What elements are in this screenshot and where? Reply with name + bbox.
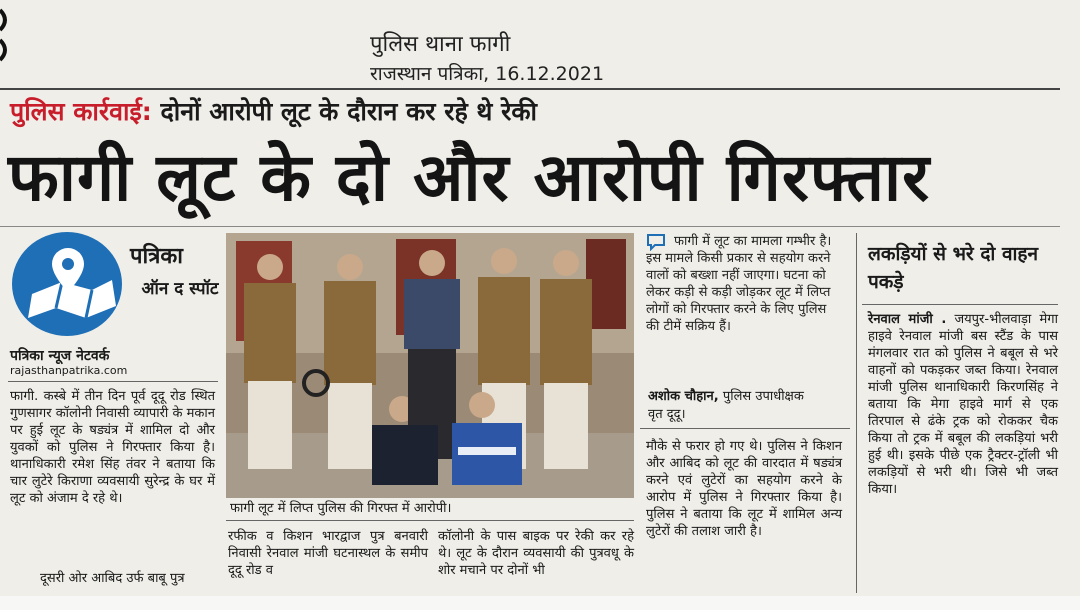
header-rule [0,88,1060,90]
on-the-spot-logo [12,232,122,336]
sidebar-rule [862,304,1058,305]
news-photo [226,233,634,498]
handwritten-source-date: राजस्थान पत्रिका, 16.12.2021 [370,63,605,85]
byline-rule [8,381,218,382]
sidebar-story [868,311,1058,498]
kicker-text: दोनों आरोपी लूट के दौरान कर रहे थे रेकी [151,97,538,126]
kicker-label: पुलिस कार्रवाई [10,97,142,126]
quote-designation: पुलिस उपाधीक्षक [718,389,804,404]
brand-tagline: ऑन द स्पॉट [141,279,219,299]
quote-rule [640,428,850,429]
sidebar-headline: लकड़ियों से भरे दो वाहन पकड़े [868,243,1039,293]
byline-network: पत्रिका न्यूज नेटवर्क [10,348,110,364]
kicker [10,94,537,128]
page-bottom-edge [0,596,1080,610]
quote-attribution [648,386,804,404]
byline-site: rajasthanpatrika.com [10,364,128,377]
article-para-5: मौके से फरार हो गए थे। पुलिस ने किशन और आबिद को लूट की वारदात में षड्यंत्र करने एवं लुटेरों का सहयोग करने के आरोप में पुलिस ने गिरफ्तार किया है। पुलिस ने बताया कि लूट में शामिल अन्य लुटेरों की तलाश जारी है। [646,439,842,539]
official-quote: फागी में लूट का मामला गम्भीर है। इस मामले किसी प्रकार से सहयोग करने वालों को बख्शा नहीं जाएगा। घटना को लेकर कड़ी से कड़ी जोड़कर लूट में लिप्त लोगों को गिरफ्तार करने के लिए पुलिस की टीमें सक्रिय हैं। [646,234,832,334]
photo-caption: फागी लूट में लिप्त पुलिस की गिरफ्त में आरोपी। [226,498,634,520]
sidebar-body: जयपुर-भीलवाड़ा मेगा हाइवे रेनवाल मांजी बस स्टैंड के पास मंगलवार रात को पुलिस ने बबूल से भरे वाहनों को पकड़कर जब्त किया। रेनवाल मांजी पुलिस थानाधिकारी किरणसिंह ने बताया कि मेगा हाइवे मार्ग से एक तिरपाल से ढंके ट्रक को रोककर चैक किया तो ट्रक में बबूल की लकड़ियां भरी हुई थी। इसके पीछे एक ट्रैक्टर-ट्रॉली भी लकड़ियों से भरी थी। जिसे भी जब्त किया। [868,312,1058,497]
headline: फागी लूट के दो और आरोपी गिरफ्तार [8,139,931,216]
article-para-3: रफीक व किशन भारद्वाज पुत्र बनवारी निवासी रेनवाल मांजी घटनास्थल के समीप दूदू रोड व [228,529,428,578]
page-edge-mark [0,0,14,70]
article-para-1: फागी. कस्बे में तीन दिन पूर्व दूदू रोड स्थित गुणसागर कॉलोनी निवासी व्यापारी के मकान पर हुई लूट के षड्यंत्र में शामिल दो और युवकों को पुलिस ने गिरफ्तार किया है। थानाधिकारी रमेश सिंह तंवर ने बताया कि चार लुटेरे किराणा व्यवसायी सुरेन्द्र के घर में लूट को अंजाम दे रहे थे। [10,389,215,506]
headline-rule [0,226,1060,227]
photo-illustration [226,233,634,498]
article-para-2: दूसरी ओर आबिद उर्फ बाबू पुत्र [40,571,185,586]
kicker-separator: : [141,97,152,126]
handwritten-station: पुलिस थाना फागी [370,32,511,57]
column-divider [856,233,857,593]
caption-rule [226,520,634,521]
quote-designation-line2: वृत दूदू। [648,407,686,422]
article-para-4: कॉलोनी के पास बाइक पर रेकी कर रहे थे। लूट के दौरान व्यवसायी की पुत्रवधू के शोर मचाने पर दोनों भी [438,529,634,578]
map-pin-icon [12,232,122,336]
quote-name: अशोक चौहान, [648,389,719,404]
sidebar-dateline: रेनवाल मांजी . [868,312,947,327]
brand-name: पत्रिका [130,244,183,269]
